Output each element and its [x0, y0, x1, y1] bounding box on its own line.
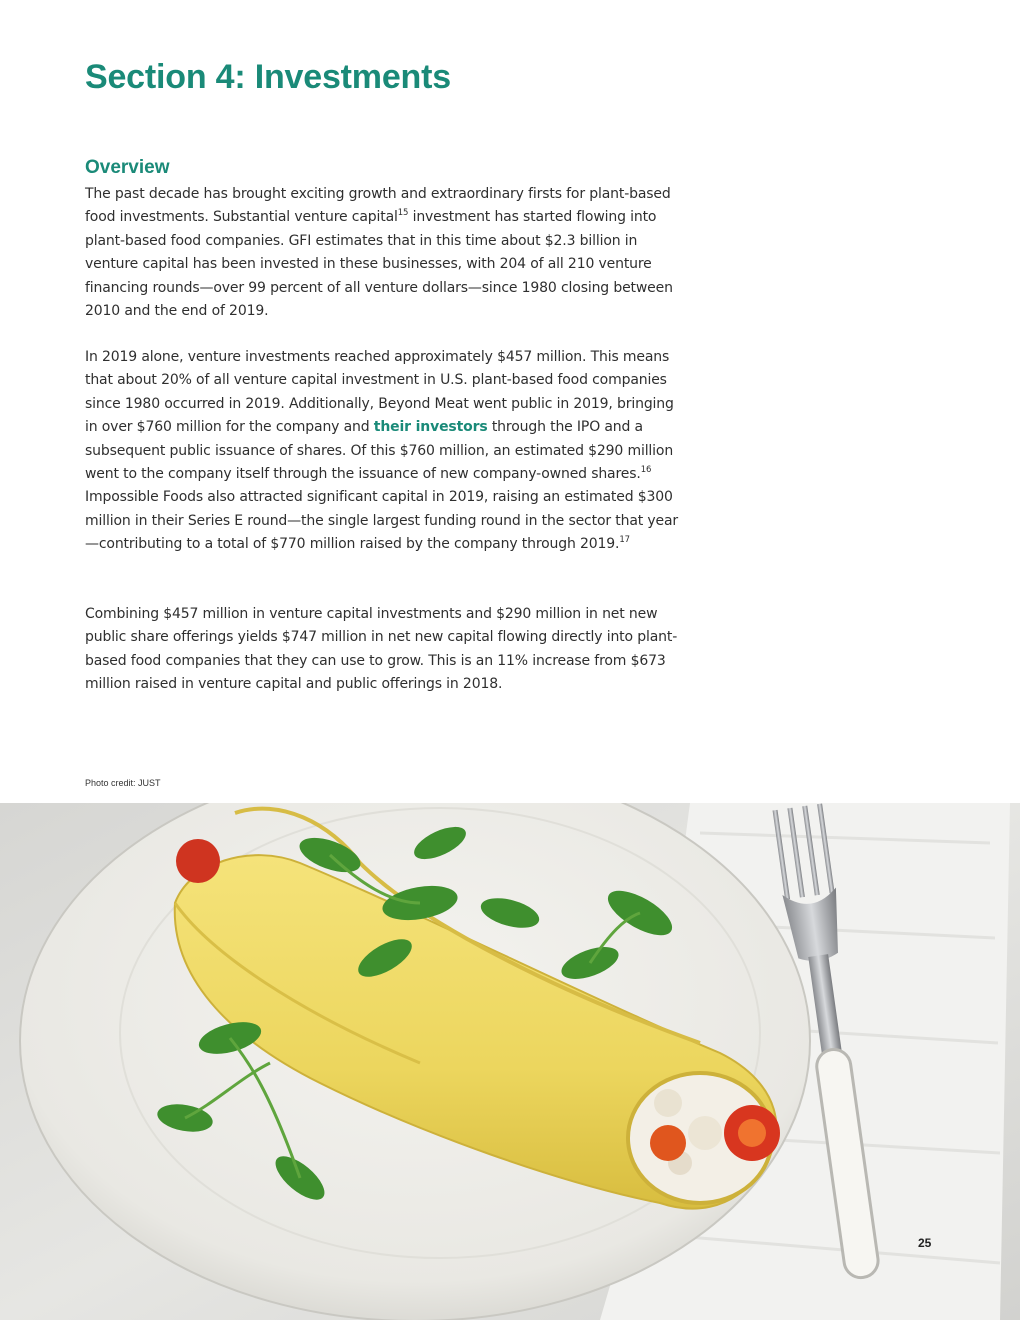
overview-paragraph-1	[85, 183, 690, 323]
tomato	[176, 839, 220, 883]
omelette-photo	[0, 803, 1020, 1320]
section-title: Section 4: Investments	[85, 58, 451, 96]
their-investors-link[interactable]: their investors	[373, 419, 488, 436]
footnote-ref-17[interactable]: 17	[619, 535, 630, 546]
paragraph-text: In 2019 alone, venture investments reached approximately $457 million. This means that about 20% of all venture capital investment in U.S. plant-based food companies since 1980 occurred in 2019. Additionally, Beyond Meat went public in 2019, bringing in over $760 million for the company and	[85, 349, 674, 436]
paragraph-text: Impossible Foods also attracted significant capital in 2019, raising an estimated $300 million in their Series E round—the single largest funding round in the sector that year—contributing to a total of $770 million raised by the company through 2019.	[85, 489, 679, 553]
paragraph-text: The past decade has brought exciting growth and extraordinary firsts for plant-based food investments. Substantial venture capital	[85, 186, 671, 226]
paragraph-text: through the IPO and a subsequent public issuance of shares. Of this $760 million, an estimated $290 million went to the company itself through the issuance of new company-owned shares.	[85, 419, 674, 483]
page-number: 25	[918, 1236, 932, 1250]
paragraph-text: Combining $457 million in venture capital investments and $290 million in net new public share offerings yields $747 million in net new capital flowing directly into plant-based food companies that they can use to grow. This is an 11% increase from $673 million raised in venture capital and public offerings in 2018.	[85, 606, 678, 693]
footnote-ref-15[interactable]: 15	[397, 208, 409, 219]
overview-heading: Overview	[85, 157, 170, 178]
tomato	[650, 1125, 686, 1161]
footnote-ref-16[interactable]: 16	[640, 465, 652, 476]
overview-paragraph-3	[85, 603, 690, 697]
paragraph-text: investment has started flowing into plant-based food companies. GFI estimates that in this time about $2.3 billion in venture capital has been invested in these businesses, with 204 of all 210 venture financing rounds—over 99 percent of all venture dollars—since 1980 closing between 2010 and the end of 2019.	[85, 209, 673, 320]
overview-paragraph-2	[85, 346, 690, 557]
photo-credit: Photo credit: JUST	[85, 778, 161, 788]
